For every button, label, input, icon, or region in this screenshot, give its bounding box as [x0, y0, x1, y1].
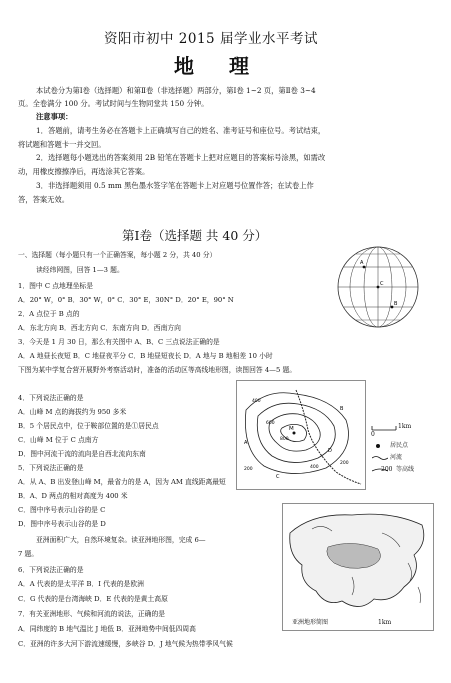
question-6: 6．下列说法正确的是 [18, 566, 84, 574]
question-3-options: A．A 地昼长夜短 B．C 地昼夜平分 C．B 地昼短夜长 D．A 地与 B 地相差 10 小时 [18, 352, 273, 360]
exam-title: 资阳市初中 2015 届学业水平考试 [104, 31, 318, 47]
question-4: 4．下列说法正确的是 [18, 394, 84, 402]
globe-point-a: A [360, 260, 364, 266]
topo-label-d: D [328, 448, 332, 454]
section-title: 第Ⅰ卷（选择题 共 40 分） [122, 228, 268, 243]
question-4-option-c: C．山峰 M 位于 C 点南方 [18, 436, 99, 444]
topo-scale-zero: 0 [371, 431, 375, 438]
notice-line-5: 3．非选择题须用 0.5 mm 黑色墨水签字笔在答题卡上对应题号位置作答；在试卷上作 [36, 181, 314, 190]
asia-intro: 亚洲面积广大，自然环境复杂。读亚洲地形图，完成 6— [36, 536, 206, 544]
reading-instruction-1: 读经纬网图，回答 1—3 题。 [36, 266, 124, 274]
notice-heading: 注意事项： [36, 112, 73, 121]
topo-contour-600: 600 [266, 421, 275, 426]
graticule-globe-figure [330, 241, 426, 333]
notice-line-4: 动，用橡皮擦擦净后，再选涂其它答案。 [18, 167, 150, 176]
topo-label-c: C [276, 474, 280, 480]
question-5-option-d: D．图中序号表示山谷的是 D [18, 520, 106, 528]
question-3: 3．今天是 1 月 30 日，那么有关图中 A、B、C 三点说法正确的是 [18, 338, 220, 346]
topo-contour-400b: 400 [310, 465, 319, 470]
topo-label-b: B [340, 406, 344, 412]
question-1-options: A．20° W，0° B．30° W，0° C．30° E，30N° D．20° E，90° N [18, 296, 234, 304]
question-7: 7．有关亚洲地形、气候和河流的说法，正确的是 [18, 610, 166, 618]
question-2: 2．A 点位于 B 点的 [18, 310, 80, 318]
question-1: 1．图中 C 点地理坐标是 [18, 282, 94, 290]
topo-label-a: A [244, 440, 248, 446]
subject-title: 地 理 [174, 54, 263, 78]
notice-line-1: 1．答题前，请考生务必在答题卡上正确填写自己的姓名、准考证号和座位号。考试结束， [36, 126, 326, 135]
question-5-option-b: B．A、D 两点的相对高度为 400 米 [18, 492, 128, 500]
intro-line-1: 本试卷分为第Ⅰ卷（选择题）和第Ⅱ卷（非选择题）两部分，第Ⅰ卷 1~2 页，第Ⅱ卷 3~4 [36, 86, 316, 95]
asia-map-scale: 1km [378, 619, 392, 626]
question-4-option-a: A．山峰 M 点的海拔约为 950 多米 [18, 408, 127, 416]
notice-line-3: 2．选择题每小题选出的答案须用 2B 铅笔在答题卡上把对应题目的答案标号涂黑，如需改 [36, 153, 326, 162]
notice-line-6: 答，答案无效。 [18, 195, 70, 204]
question-5: 5．下列说法正确的是 [18, 464, 84, 472]
part-heading: 一、选择题（每小题只有一个正确答案，每小题 2 分，共 40 分） [18, 251, 217, 259]
legend-river: 河流 [390, 454, 403, 461]
question-4-option-d: D．图中河流干流的流向是自西北流向东南 [18, 450, 146, 458]
notice-line-2: 将试题和答题卡一并交回。 [18, 140, 106, 149]
residential-icon [376, 444, 380, 448]
topo-scale-label: 1km [398, 423, 412, 430]
asia-map-caption: 亚洲地形简图 [292, 619, 329, 626]
topo-contour-200b: 200 [244, 467, 253, 472]
question-7-options-cd: C．亚洲的许多大河下游流速缓慢，多峡谷 D．J 地气候为热带季风气候 [18, 640, 233, 648]
reading-instruction-2: 下图为某中学复合营开展野外考察活动时，准备的活动区等高线地形图，读图回答 4—5 题。 [18, 366, 297, 374]
topo-legend [370, 424, 442, 482]
globe-point-b: B [394, 301, 398, 307]
question-2-options: A．东北方向 B．西北方向 C．东南方向 D．西南方向 [18, 324, 181, 332]
intro-line-2: 页。全卷满分 100 分。考试时间与生物同堂共 150 分钟。 [18, 99, 209, 108]
topo-contour-400: 400 [252, 399, 261, 404]
globe-point-c: C [380, 281, 384, 287]
question-4-option-b: B．5 个居民点中，位于鞍部位置的是①居民点 [18, 422, 159, 430]
contour-map-figure [236, 380, 366, 490]
legend-contour-value: 200 [381, 466, 393, 473]
legend-residential: 居民点 [390, 442, 409, 449]
topo-label-m: M [289, 426, 294, 432]
topo-contour-800: 800 [280, 437, 289, 442]
topo-contour-200: 200 [340, 461, 349, 466]
river-icon [372, 455, 388, 461]
question-5-option-c: C．图中序号表示山谷的是 C [18, 506, 106, 514]
legend-contour: 等高线 [396, 466, 415, 473]
asia-terrain-map [282, 503, 434, 631]
question-5-option-a: A．从 A、B 出发登山峰 M，最省力的是 A，因为 AM 直线距离最短 [18, 478, 226, 486]
question-6-options-ab: A．A 代表的是太平洋 B．I 代表的是欧洲 [18, 580, 144, 588]
question-6-options-cd: C．G 代表的是台湾海峡 D．E 代表的是黄土高原 [18, 595, 168, 603]
question-7-options-ab: A．同纬度的 B 地气温比 J 地低 B．亚洲地势中间低四周高 [18, 625, 196, 633]
asia-intro-cont: 7 题。 [18, 550, 39, 558]
